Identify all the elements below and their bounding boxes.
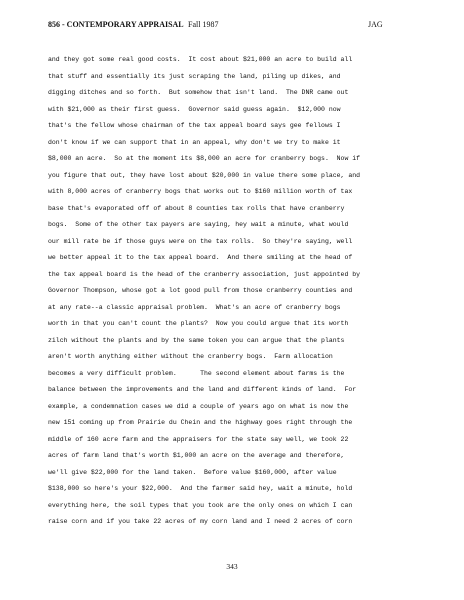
text-line: we better appeal it to the tax appeal board. And there smiling at the head of [48, 254, 353, 261]
text-line: with $21,000 as their first guess. Governor said guess again. $12,000 now [48, 105, 341, 113]
header-initials: JAG [368, 20, 383, 29]
text-line: aren't worth anything either without the cranberry bogs. Farm allocation [48, 353, 333, 360]
text-line: base that's evaporated off of about 8 counties tax rolls that have cranberry [48, 204, 345, 212]
text-line: balance between the improvements and the land and different kinds of land. For [48, 386, 357, 393]
text-line: don't know if we can support that in an appeal, why don't we try to make it [48, 138, 341, 146]
text-line: $8,000 an acre. So at the moment its $8,000 an acre for cranberry bogs. Now if [48, 155, 361, 162]
header-term: Fall 1987 [188, 20, 219, 29]
page-header [48, 20, 428, 34]
text-line: at any rate--a classic appraisal problem. What's an acre of cranberry bogs [48, 303, 341, 311]
text-line: that stuff and essentially its just scraping the land, piling up dikes, and [48, 72, 341, 80]
text-line: our mill rate be if those guys were on the tax rolls. So they're saying, well [48, 237, 353, 245]
header-course-title: 856 - CONTEMPORARY APPRAISAL [48, 20, 184, 29]
text-line: everything here, the soil types that you took are the only ones on which I can [48, 501, 353, 509]
text-line: example, a condemnation cases we did a couple of years ago on what is now the [48, 402, 349, 410]
text-line: Governor Thompson, whose got a lot good pull from those cranberry counties and [48, 287, 353, 294]
text-line: digging ditches and so forth. But somehow that isn't land. The DNR came out [48, 89, 349, 96]
text-line: acres of farm land that's worth $1,000 an acre on the average and therefore, [48, 452, 345, 459]
text-line: and they got some real good costs. It cost about $21,000 an acre to build all [48, 56, 353, 63]
text-line: you figure that out, they have lost about $20,000 in value there some place, and [48, 171, 361, 179]
text-line: $138,000 so here's your $22,000. And the farmer said hey, wait a minute, hold [48, 485, 353, 492]
text-line: zilch without the plants and by the same token you can argue that the plants [48, 336, 345, 344]
text-line: worth in that you can't count the plants? Now you could argue that its worth [48, 320, 349, 327]
page-number: 343 [226, 562, 238, 571]
transcript-body [48, 52, 438, 531]
text-line: we'll give $22,000 for the land taken. Before value $160,000, after value [48, 468, 337, 476]
text-line: bogs. Some of the other tax payers are saying, hey wait a minute, what would [48, 221, 349, 228]
text-line: the tax appeal board is the head of the cranberry association, just appointed by [48, 270, 361, 278]
text-line: with 8,000 acres of cranberry bogs that works out to $160 million worth of tax [48, 188, 353, 195]
text-line: raise corn and if you take 22 acres of my corn land and I need 2 acres of corn [48, 518, 353, 525]
text-line: that's the fellow whose chairman of the tax appeal board says gee fellows I [48, 122, 341, 129]
text-line: middle of 160 acre farm and the appraisers for the state say well, we took 22 [48, 435, 349, 443]
text-line: new 151 coming up from Prairie du Chein and the highway goes right through the [48, 419, 353, 426]
text-line: becomes a very difficult problem. The second element about farms is the [48, 369, 345, 377]
